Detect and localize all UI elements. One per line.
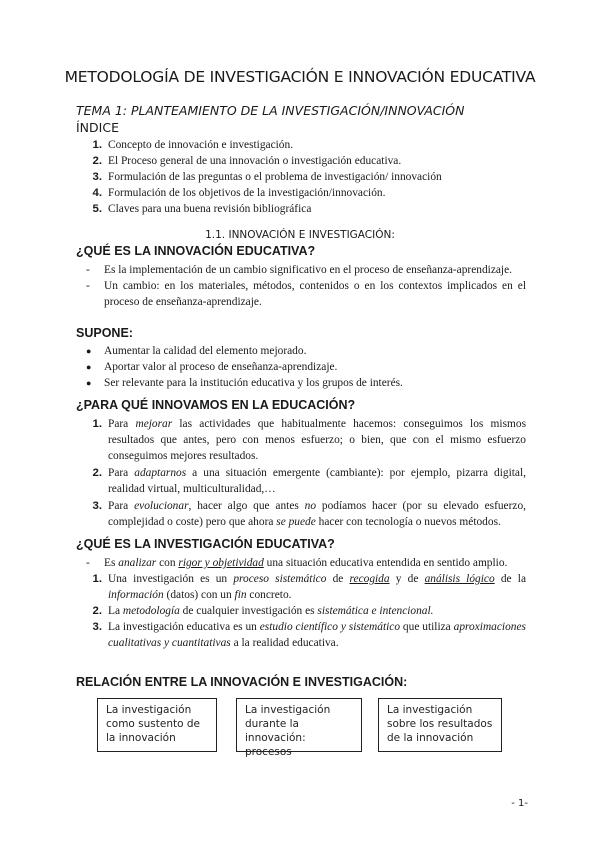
- list-item: ● Ser relevante para la institución educativa y los grupos de interés.: [86, 377, 403, 389]
- list-item: - Es analizar con rigor y objetividad una situación educativa entendida en sentido amplio.: [86, 557, 508, 569]
- index-item: 2. El Proceso general de una innovación o investigación educativa.: [92, 155, 402, 167]
- relation-box: La investigación durante la innovación: procesos: [236, 698, 362, 752]
- index-list: [76, 137, 526, 217]
- list-item: 1. Una investigación es un proceso sistemático de recogida y de análisis lógico de la información (datos) con un fin concreto.: [92, 573, 526, 601]
- supone-list: [76, 343, 526, 391]
- section-heading-para: ¿PARA QUÉ INNOVAMOS EN LA EDUCACIÓN?: [76, 398, 356, 412]
- index-item: 4. Formulación de los objetivos de la investigación/innovación.: [92, 187, 386, 199]
- subsection-heading: 1.1. INNOVACIÓN E INVESTIGACIÓN:: [205, 229, 395, 241]
- list-item: - Es la implementación de un cambio significativo en el proceso de enseñanza-aprendizaje.: [86, 264, 512, 276]
- list-item: 3. La investigación educativa es un estudio científico y sistemático que utiliza aproximaciones cualitativas y cuantitativas a la realidad educativa.: [92, 621, 526, 649]
- index-item: 3. Formulación de las preguntas o el problema de investigación/ innovación: [92, 171, 442, 183]
- relation-box: La investigación sobre los resultados de la innovación: [378, 698, 502, 752]
- section-heading-relacion: RELACIÓN ENTRE LA INNOVACIÓN E INVESTIGACIÓN:: [76, 675, 408, 689]
- list-item: ● Aumentar la calidad del elemento mejorado.: [86, 345, 307, 357]
- list-item: - Un cambio: en los materiales, métodos, contenidos o en los contextos implicados en el proceso de enseñanza-aprendizaje.: [86, 280, 526, 308]
- section-heading-supone: SUPONE:: [76, 326, 133, 340]
- list-item: 3. Para evolucionar, hacer algo que antes no podíamos hacer (por su elevado esfuerzo, complejidad o coste) pero que ahora se puede hacer con tecnología o nuevos métodos.: [92, 500, 527, 528]
- list-item: 2. La metodología de cualquier investigación es sistemática e intencional.: [92, 605, 434, 617]
- para-list: [76, 416, 526, 530]
- investigacion-list: [76, 555, 526, 651]
- index-heading: ÍNDICE: [76, 120, 119, 135]
- section-heading-investigacion: ¿QUÉ ES LA INVESTIGACIÓN EDUCATIVA?: [76, 537, 335, 551]
- innovacion-list: [76, 262, 526, 310]
- document-title: METODOLOGÍA DE INVESTIGACIÓN E INNOVACIÓN EDUCATIVA: [64, 68, 536, 86]
- section-heading-innovacion: ¿QUÉ ES LA INNOVACIÓN EDUCATIVA?: [76, 244, 316, 258]
- topic-heading: TEMA 1: PLANTEAMIENTO DE LA INVESTIGACIÓN/INNOVACIÓN: [76, 103, 465, 118]
- index-item: 1. Concepto de innovación e investigación.: [92, 139, 294, 151]
- list-item: 2. Para adaptarnos a una situación emergente (cambiante): por ejemplo, pizarra digital, realidad virtual, multiculturalidad,…: [92, 467, 527, 495]
- index-item: 5. Claves para una buena revisión bibliográfica: [92, 203, 312, 215]
- list-item: ● Aportar valor al proceso de enseñanza-aprendizaje.: [86, 361, 338, 373]
- list-item: 1. Para mejorar las actividades que habitualmente hacemos: conseguimos los mismos resultados que antes, pero con menos esfuerzo; o bien, que con el mismo esfuerzo conseguimos mejores resultados.: [92, 418, 527, 462]
- relation-box: La investigación como sustento de la innovación: [97, 698, 217, 752]
- page-number: - 1-: [511, 798, 528, 809]
